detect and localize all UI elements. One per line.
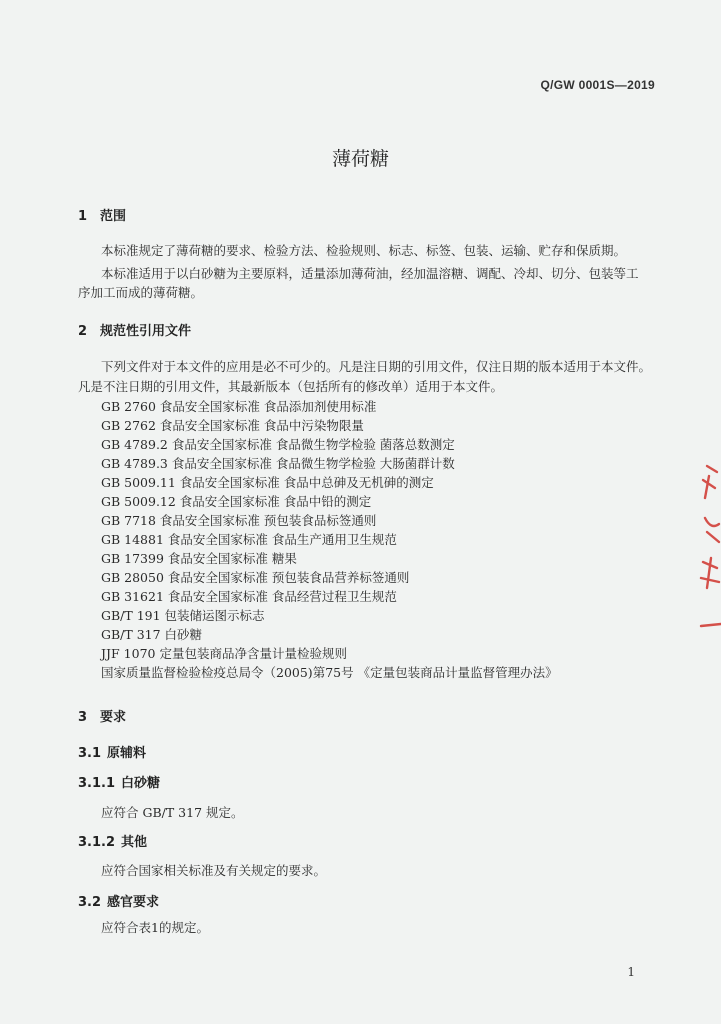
seal-stamp xyxy=(693,458,721,648)
stamp-mark xyxy=(701,558,719,588)
paragraph: 应符合国家相关标准及有关规定的要求。 xyxy=(101,863,327,878)
section-number: 3 xyxy=(78,710,88,725)
stamp-mark xyxy=(705,518,719,542)
section-title: 范围 xyxy=(100,209,127,224)
page-number: 1 xyxy=(627,965,635,979)
subsection-title: 其他 xyxy=(121,835,148,850)
section-3-heading xyxy=(78,706,126,725)
subsection-3-2-heading xyxy=(78,891,159,910)
subsection-3-1-1-heading xyxy=(78,772,160,791)
subsection-number: 3.1.2 xyxy=(78,835,116,850)
section-2-heading xyxy=(78,320,191,339)
paragraph: 应符合 GB/T 317 规定。 xyxy=(101,805,244,820)
reference-item: GB 4789.2 食品安全国家标准 食品微生物学检验 菌落总数测定 xyxy=(101,437,455,452)
reference-item: GB 2762 食品安全国家标准 食品中污染物限量 xyxy=(101,418,364,433)
reference-item: GB 5009.12 食品安全国家标准 食品中铅的测定 xyxy=(101,494,372,509)
paragraph-continuation: 凡是不注日期的引用文件，其最新版本（包括所有的修改单）适用于本文件。 xyxy=(78,379,504,394)
reference-item: GB 14881 食品安全国家标准 食品生产通用卫生规范 xyxy=(101,532,397,547)
subsection-title: 感官要求 xyxy=(107,895,160,910)
subsection-number: 3.2 xyxy=(78,895,102,910)
section-title: 要求 xyxy=(100,710,127,725)
paragraph: 下列文件对于本文件的应用是必不可少的。凡是注日期的引用文件，仅注日期的版本适用于本文件。 xyxy=(101,359,652,374)
reference-item: GB 17399 食品安全国家标准 糖果 xyxy=(101,551,297,566)
subsection-title: 原辅料 xyxy=(107,746,147,761)
paragraph: 应符合表1的规定。 xyxy=(101,920,209,935)
reference-item: GB 31621 食品安全国家标准 食品经营过程卫生规范 xyxy=(101,589,397,604)
reference-item: GB 2760 食品安全国家标准 食品添加剂使用标准 xyxy=(101,399,377,414)
document-code: Q/GW 0001S—2019 xyxy=(540,78,655,92)
subsection-3-1-2-heading xyxy=(78,831,147,850)
reference-item: GB 7718 食品安全国家标准 预包装食品标签通则 xyxy=(101,513,377,528)
subsection-title: 白砂糖 xyxy=(121,776,161,791)
reference-item: GB 28050 食品安全国家标准 预包装食品营养标签通则 xyxy=(101,570,410,585)
subsection-number: 3.1 xyxy=(78,746,102,761)
section-1-heading xyxy=(78,205,126,224)
reference-item: GB/T 191 包装储运图示标志 xyxy=(101,608,265,623)
page-title: 薄荷糖 xyxy=(331,148,389,170)
paragraph: 本标准适用于以白砂糖为主要原料，适量添加薄荷油，经加温溶糖、调配、冷却、切分、包装等工 xyxy=(101,266,639,281)
reference-item: GB 5009.11 食品安全国家标准 食品中总砷及无机砷的测定 xyxy=(101,475,434,490)
subsection-number: 3.1.1 xyxy=(78,776,116,791)
subsection-3-1-heading xyxy=(78,742,146,761)
reference-item: GB/T 317 白砂糖 xyxy=(101,627,203,642)
section-title: 规范性引用文件 xyxy=(100,324,192,339)
paragraph: 本标准规定了薄荷糖的要求、检验方法、检验规则、标志、标签、包装、运输、贮存和保质期。 xyxy=(101,243,627,258)
reference-item: 国家质量监督检验检疫总局令（2005)第75号 《定量包装商品计量监督管理办法》 xyxy=(101,665,558,680)
section-number: 2 xyxy=(78,324,88,339)
paragraph-continuation: 序加工而成的薄荷糖。 xyxy=(78,285,204,300)
stamp-mark xyxy=(703,466,717,498)
stamp-mark xyxy=(701,624,721,626)
reference-item: JJF 1070 定量包装商品净含量计量检验规则 xyxy=(101,646,347,661)
reference-item: GB 4789.3 食品安全国家标准 食品微生物学检验 大肠菌群计数 xyxy=(101,456,455,471)
section-number: 1 xyxy=(78,209,88,224)
